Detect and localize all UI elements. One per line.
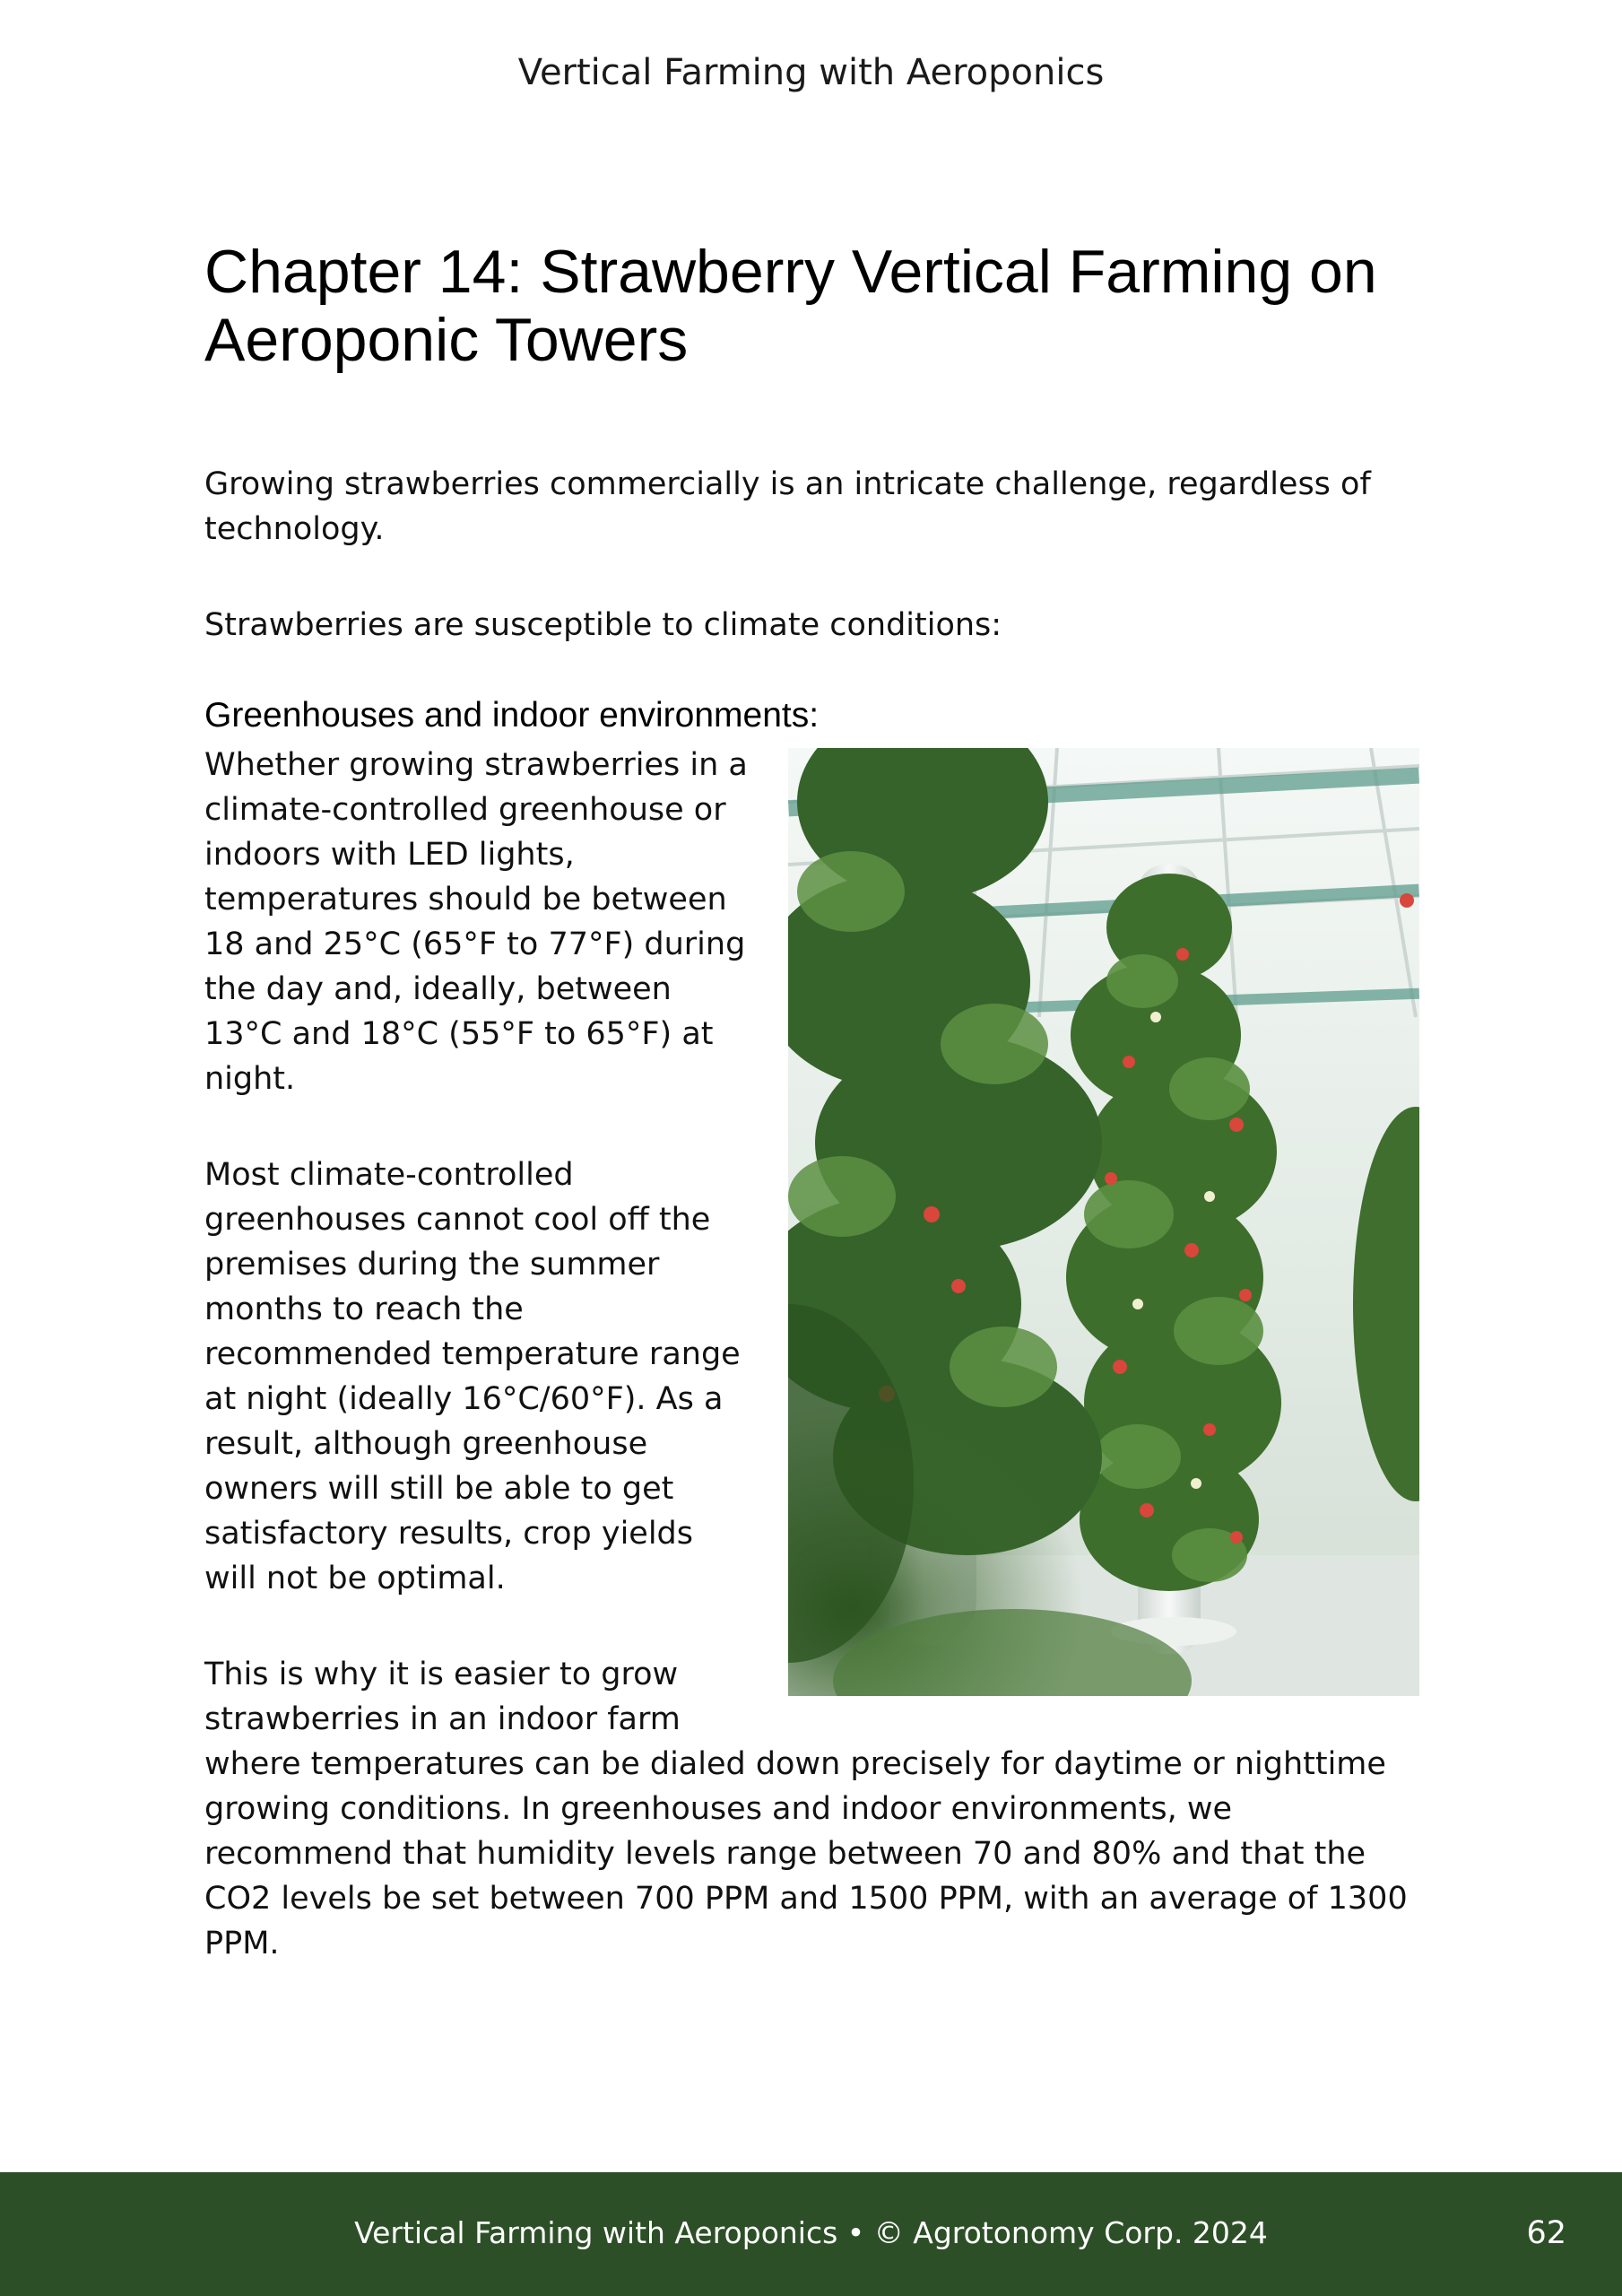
chapter-title: Chapter 14: Strawberry Vertical Farming on Aeroponic Towers — [204, 238, 1377, 374]
intro-paragraph: Growing strawberries commercially is an intricate challenge, regardless of technology. — [204, 466, 1371, 547]
intro-paragraph: Strawberries are susceptible to climate conditions: — [204, 607, 1002, 643]
footer-text: Vertical Farming with Aeroponics • © Agrotonomy Corp. 2024 — [354, 2215, 1268, 2250]
strawberry-tower-photo — [788, 748, 1419, 1696]
strawberry-tower-illustration — [788, 748, 1419, 1696]
body-paragraph: This is why it is easier to grow strawberries in an indoor farm where temperatures can be dialed down precisely for daytime or nighttime growing conditions. In greenhouses and indoor environments, we recommend that humidity levels range between 70 and 80% and that the CO2 levels be set between 700 PPM and 1500 PPM, with an average of 1300 PPM. — [204, 1657, 1408, 1961]
page-number: 62 — [1526, 2215, 1566, 2251]
body-paragraph: Most climate-controlled greenhouses cannot cool off the premises during the summer months to reach the recommended temperature range at night (ideally 16°C/60°F). As a result, although greenhouse owners will still be able to get satisfactory results, crop yields will not be optimal. — [204, 1157, 741, 1596]
page-content — [204, 238, 1419, 1966]
running-header: Vertical Farming with Aeroponics — [517, 52, 1105, 93]
page-footer — [0, 2172, 1622, 2296]
section-heading: Greenhouses and indoor environments: — [204, 696, 820, 735]
body-paragraph: Whether growing strawberries in a climate-controlled greenhouse or indoors with LED lights, temperatures should be between 18 and 25°C (65°F to 77°F) during the day and, ideally, between 13°C and 18°C (55°F to 65°F) at night. — [204, 747, 748, 1097]
